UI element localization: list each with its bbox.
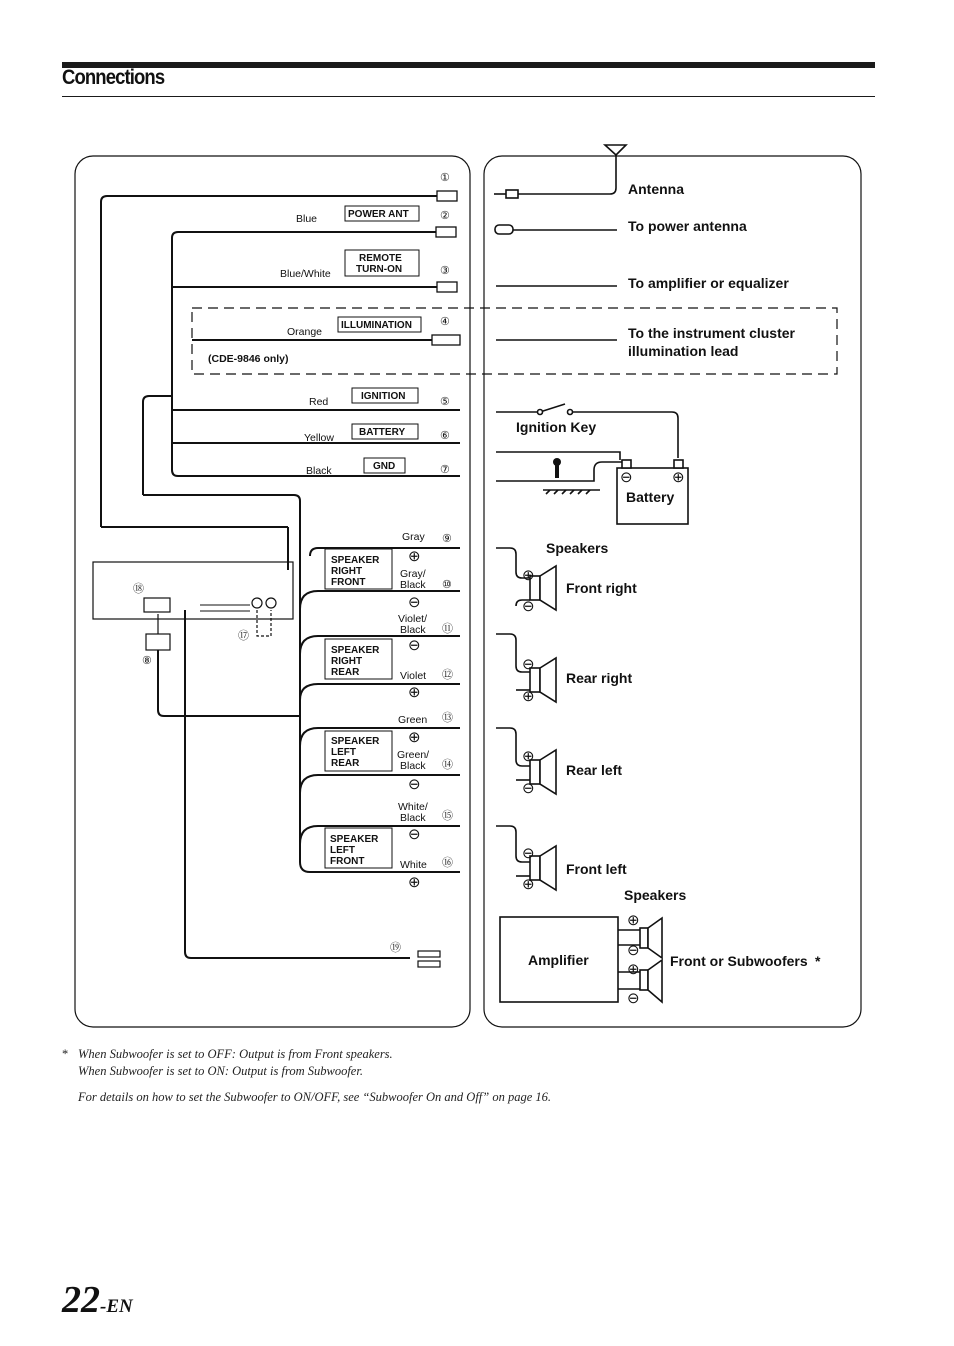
wire-num-2: ② (440, 210, 450, 222)
rca-jack-right (266, 598, 276, 608)
rca-plug-19b (418, 961, 440, 967)
amp-sign-3: ⊕ (627, 961, 640, 978)
label-speakers-top: Speakers (546, 540, 609, 556)
callout-18: ⑱ (133, 583, 144, 595)
spk3-bot-sign: ⊖ (408, 776, 421, 793)
remote-connector (437, 282, 457, 292)
wire-box-4: ILLUMINATION (341, 320, 412, 331)
spk4-top-num: ⑮ (442, 810, 453, 822)
spk2-top-num: ⑪ (442, 623, 453, 635)
rca-plug-19a (418, 951, 440, 957)
spk2-bot-sign: ⊕ (408, 684, 421, 701)
callout-8: ⑧ (142, 655, 152, 667)
fuse-lead (158, 650, 300, 716)
spk-rr-bot-sign: ⊕ (522, 688, 535, 705)
label-speakers-bottom: Speakers (624, 887, 687, 903)
spk4-box-c: FRONT (330, 856, 365, 867)
wire-color-6: Yellow (304, 432, 334, 444)
subwoofer-1-icon (640, 928, 648, 948)
fuse-holder (146, 634, 170, 650)
page-title: Connections (62, 66, 165, 89)
spk1-bot-sign: ⊖ (408, 594, 421, 611)
label-antenna: Antenna (628, 181, 684, 197)
page-number (62, 1278, 133, 1322)
footnote-star: * (62, 1047, 69, 1061)
spk1-bot-color-a: Gray/ (400, 568, 426, 580)
wire-num-7: ⑦ (440, 464, 450, 476)
spk2-box-b: RIGHT (331, 656, 363, 667)
spk1-bot-num: ⑩ (442, 579, 452, 591)
spk3-bot-num: ⑭ (442, 759, 453, 771)
spk4-box-b: LEFT (330, 845, 355, 856)
page-number-value: 22 (62, 1279, 100, 1321)
subwoofer-2-icon (640, 970, 648, 990)
spk1-top-num: ⑨ (442, 533, 452, 545)
wire-color-3: Blue/White (280, 268, 331, 280)
footnote-line-3: For details on how to set the Subwoofer to ON/OFF, see “Subwoofer On and Off” on page 16. (78, 1090, 552, 1104)
spk4-top-sign: ⊖ (408, 826, 421, 843)
spk1-bot-color-b: Black (400, 579, 426, 591)
spk3-bot-color-b: Black (400, 760, 426, 772)
label-front-left: Front left (566, 861, 627, 877)
spk3-top-sign: ⊕ (408, 729, 421, 746)
wire-color-2: Blue (296, 213, 318, 225)
spk2-bot-color: Violet (400, 670, 427, 682)
label-asterisk: * (815, 953, 821, 969)
spk4-bot-sign: ⊕ (408, 874, 421, 891)
spk-rr-top-sign: ⊖ (522, 656, 535, 673)
callout-19: ⑲ (390, 942, 401, 954)
wire-color-4: Orange (287, 326, 323, 338)
spk-fr-top-sign: ⊕ (522, 567, 535, 584)
label-amp-eq: To amplifier or equalizer (628, 275, 789, 291)
antenna-plug (437, 191, 457, 201)
head-unit-body (93, 562, 293, 619)
wire-color-7: Black (306, 465, 332, 477)
spk1-top-color: Gray (402, 531, 425, 543)
wire-box-6: BATTERY (359, 427, 406, 438)
label-amplifier: Amplifier (528, 952, 589, 968)
wire-color-5: Red (309, 396, 329, 408)
spk4-bot-color: White (400, 859, 427, 871)
footnote-line-1: When Subwoofer is set to OFF: Output is from Front speakers. (78, 1047, 393, 1061)
amp-sign-4: ⊖ (627, 990, 640, 1007)
fuse-socket (144, 598, 170, 612)
wire-box-5: IGNITION (361, 391, 406, 402)
spk4-box-a: SPEAKER (330, 834, 379, 845)
spk-fl-bot-sign: ⊕ (522, 876, 535, 893)
spk1-box-a: SPEAKER (331, 555, 380, 566)
spk1-box-c: FRONT (331, 577, 366, 588)
wire-box-7: GND (373, 461, 396, 472)
footnote-line-2: When Subwoofer is set to ON: Output is from Subwoofer. (78, 1064, 363, 1078)
spk4-top-color-b: Black (400, 812, 426, 824)
wire-num-6: ⑥ (440, 430, 450, 442)
spk2-box-a: SPEAKER (331, 645, 380, 656)
spk2-bot-num: ⑫ (442, 669, 453, 681)
label-battery: Battery (626, 489, 675, 505)
spk2-top-color-a: Violet/ (398, 613, 427, 625)
spk3-bot-color-a: Green/ (397, 749, 430, 761)
spk3-top-color: Green (398, 714, 428, 726)
spk2-top-color-b: Black (400, 624, 426, 636)
callout-17: ⑰ (238, 630, 249, 642)
spk2-top-sign: ⊖ (408, 637, 421, 654)
power-ant-connector (436, 227, 456, 237)
amp-sign-2: ⊖ (627, 942, 640, 959)
wire-num-1: ① (440, 172, 450, 184)
footnotes (62, 1046, 551, 1106)
wire-box-3b: TURN-ON (356, 264, 403, 275)
spk4-top-color-a: White/ (398, 801, 428, 813)
label-power-antenna: To power antenna (628, 218, 747, 234)
spk3-top-num: ⑬ (442, 712, 453, 724)
rca-jack-left (252, 598, 262, 608)
amp-sign-1: ⊕ (627, 912, 640, 929)
spk-fr-bot-sign: ⊖ (522, 598, 535, 615)
wire-num-5: ⑤ (440, 396, 450, 408)
speaker-bundle-top (143, 396, 172, 495)
wire-num-4: ④ (440, 316, 450, 328)
illumination-connector (432, 335, 460, 345)
label-front-or-subwoofers: Front or Subwoofers (670, 953, 808, 969)
label-rear-left: Rear left (566, 762, 623, 778)
spk-fl-top-sign: ⊖ (522, 845, 535, 862)
antenna-icon (605, 145, 626, 155)
spk3-box-b: LEFT (331, 747, 356, 758)
spk-rl-top-sign: ⊕ (522, 748, 535, 765)
spk4-bot-num: ⑯ (442, 857, 453, 869)
battery-pos-sign: ⊕ (672, 469, 685, 486)
spk1-top-sign: ⊕ (408, 548, 421, 565)
power-antenna-plug (495, 225, 513, 234)
spk3-box-a: SPEAKER (331, 736, 380, 747)
spk2-box-c: REAR (331, 667, 360, 678)
page-number-suffix: -EN (100, 1296, 133, 1317)
wire-num-3: ③ (440, 265, 450, 277)
spk-rl-bot-sign: ⊖ (522, 780, 535, 797)
label-rear-right: Rear right (566, 670, 633, 686)
antenna-cable (518, 155, 616, 194)
label-ignition-key: Ignition Key (516, 419, 597, 435)
label-front-right: Front right (566, 580, 637, 596)
wire-box-3a: REMOTE (359, 253, 402, 264)
label-cluster-1: To the instrument cluster (628, 325, 795, 341)
label-cluster-2: illumination lead (628, 343, 739, 359)
battery-neg-sign: ⊖ (620, 469, 633, 486)
cde-note: (CDE-9846 only) (208, 353, 289, 365)
wire-box-2: POWER ANT (348, 209, 409, 220)
spk1-box-b: RIGHT (331, 566, 363, 577)
spk3-box-c: REAR (331, 758, 360, 769)
